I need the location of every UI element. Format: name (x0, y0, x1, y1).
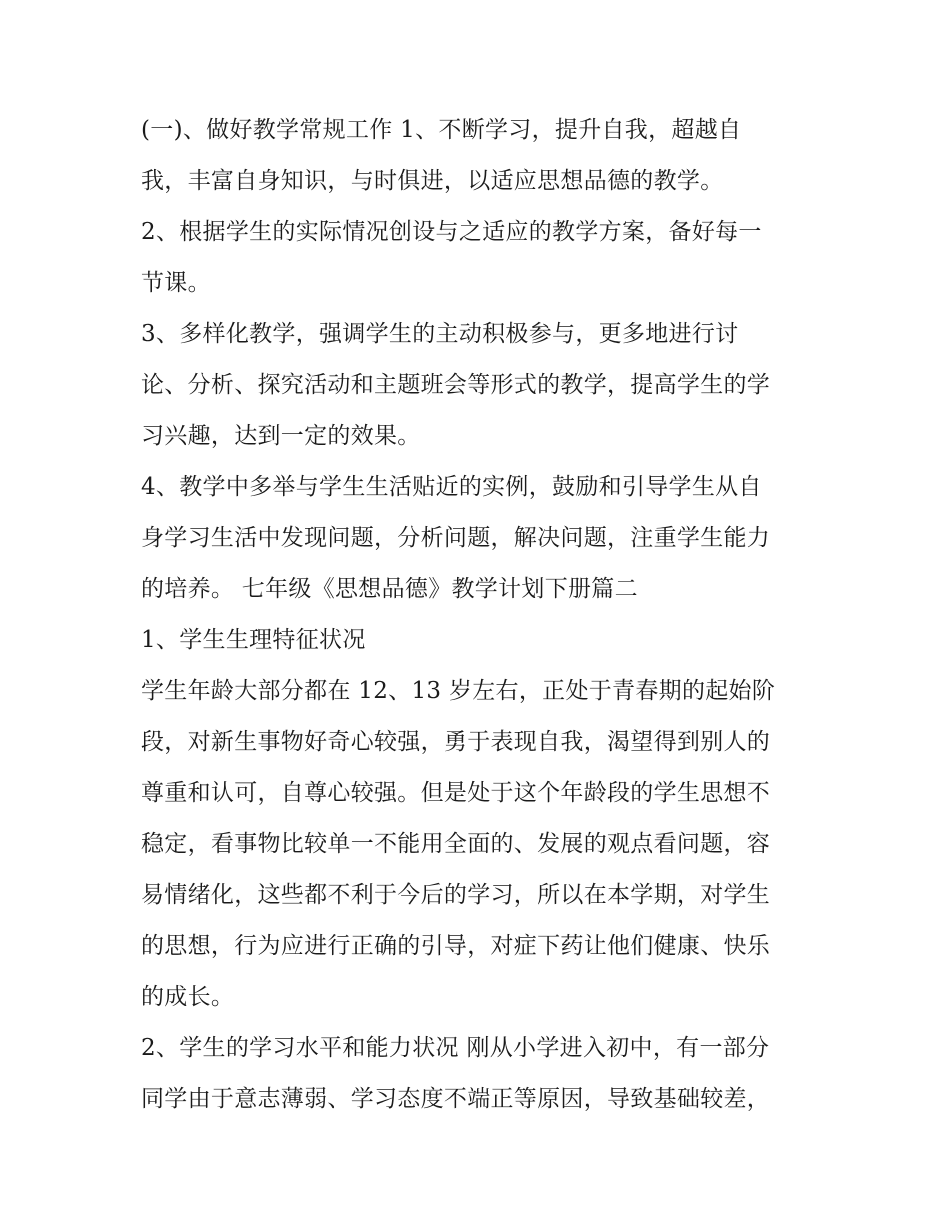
text-line: 同学由于意志薄弱、学习态度不端正等原因，导致基础较差， (141, 1086, 771, 1112)
text-line: 3、多样化教学，强调学生的主动积极参与，更多地进行讨 (141, 321, 739, 347)
document-body (141, 105, 821, 1125)
text-line: 习兴趣，达到一定的效果。 (141, 423, 421, 449)
text-line: 稳定，看事物比较单一不能用全面的、发展的观点看问题，容 (141, 831, 771, 857)
section-heading: 1、学生生理特征状况 (141, 627, 366, 653)
text-line: 节课。 (141, 270, 211, 296)
text-line: 的成长。 (141, 984, 235, 1010)
text-line: 易情绪化，这些都不利于今后的学习，所以在本学期，对学生 (141, 882, 771, 908)
text-line: 的培养。 七年级《思想品德》教学计划下册篇二 (141, 576, 638, 602)
text-line: 身学习生活中发现问题，分析问题，解决问题，注重学生能力 (141, 525, 771, 551)
text-line: 4、教学中多举与学生生活贴近的实例，鼓励和引导学生从自 (141, 474, 762, 500)
text-line: 尊重和认可，自尊心较强。但是处于这个年龄段的学生思想不 (141, 780, 771, 806)
text-line: 学生年龄大部分都在 12、13 岁左右，正处于青春期的起始阶 (141, 678, 776, 704)
text-line: 段，对新生事物好奇心较强，勇于表现自我，渴望得到别人的 (141, 729, 771, 755)
text-line: 的思想，行为应进行正确的引导，对症下药让他们健康、快乐 (141, 933, 771, 959)
text-line: 我，丰富自身知识，与时俱进，以适应思想品德的教学。 (141, 168, 724, 194)
text-line: 2、根据学生的实际情况创设与之适应的教学方案，备好每一 (141, 219, 762, 245)
text-line: (一)、做好教学常规工作 1、不断学习，提升自我，超越自 (141, 117, 742, 143)
text-line: 2、学生的学习水平和能力状况 刚从小学进入初中，有一部分 (141, 1035, 770, 1061)
text-line: 论、分析、探究活动和主题班会等形式的教学，提高学生的学 (141, 372, 771, 398)
